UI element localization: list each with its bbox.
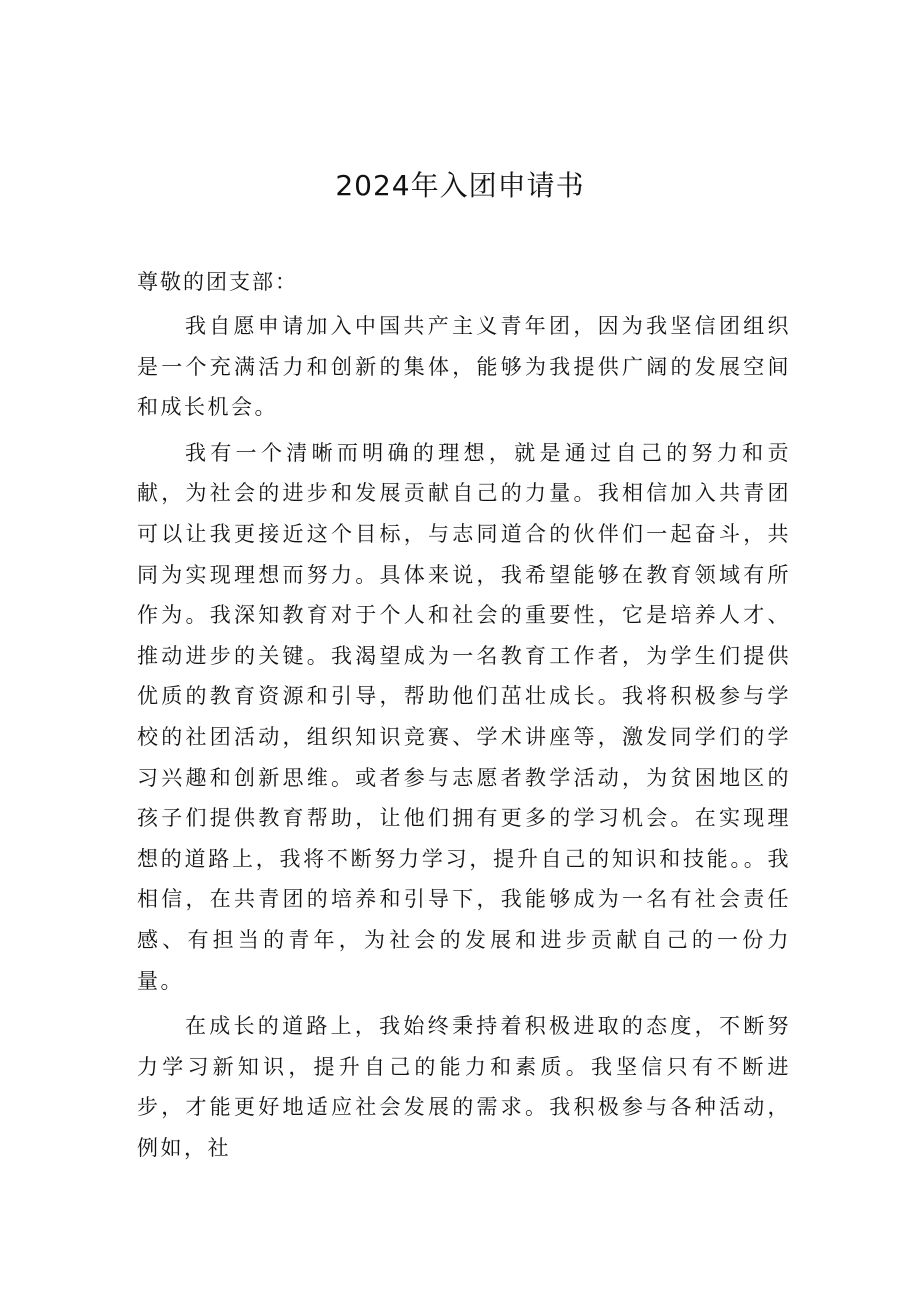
document-title: 2024年入团申请书	[335, 169, 585, 202]
document-body	[137, 306, 791, 1168]
paragraph-3: 在成长的道路上，我始终秉持着积极进取的态度，不断努力学习新知识，提升自己的能力和素质。我坚信只有不断进步，才能更好地适应社会发展的需求。我积极参与各种活动，例如，社	[137, 1014, 791, 1160]
paragraph-1: 我自愿申请加入中国共产主义青年团，因为我坚信团组织是一个充满活力和创新的集体，能够为我提供广阔的发展空间和成长机会。	[137, 314, 791, 420]
salutation: 尊敬的团支部：	[137, 270, 298, 294]
paragraph-2: 我有一个清晰而明确的理想，就是通过自己的努力和贡献，为社会的进步和发展贡献自己的力量。我相信加入共青团可以让我更接近这个目标，与志同道合的伙伴们一起奋斗，共同为实现理想而努力。具体来说，我希望能够在教育领域有所作为。我深知教育对于个人和社会的重要性，它是培养人才、推动进步的关键。我渴望成为一名教育工作者，为学生们提供优质的教育资源和引导，帮助他们茁壮成长。我将积极参与学校的社团活动，组织知识竞赛、学术讲座等，激发同学们的学习兴趣和创新思维。或者参与志愿者教学活动，为贫困地区的孩子们提供教育帮助，让他们拥有更多的学习机会。在实现理想的道路上，我将不断努力学习，提升自己的知识和技能。。我相信，在共青团的培养和引导下，我能够成为一名有社会责任感、有担当的青年，为社会的发展和进步贡献自己的一份力量。	[137, 440, 791, 993]
